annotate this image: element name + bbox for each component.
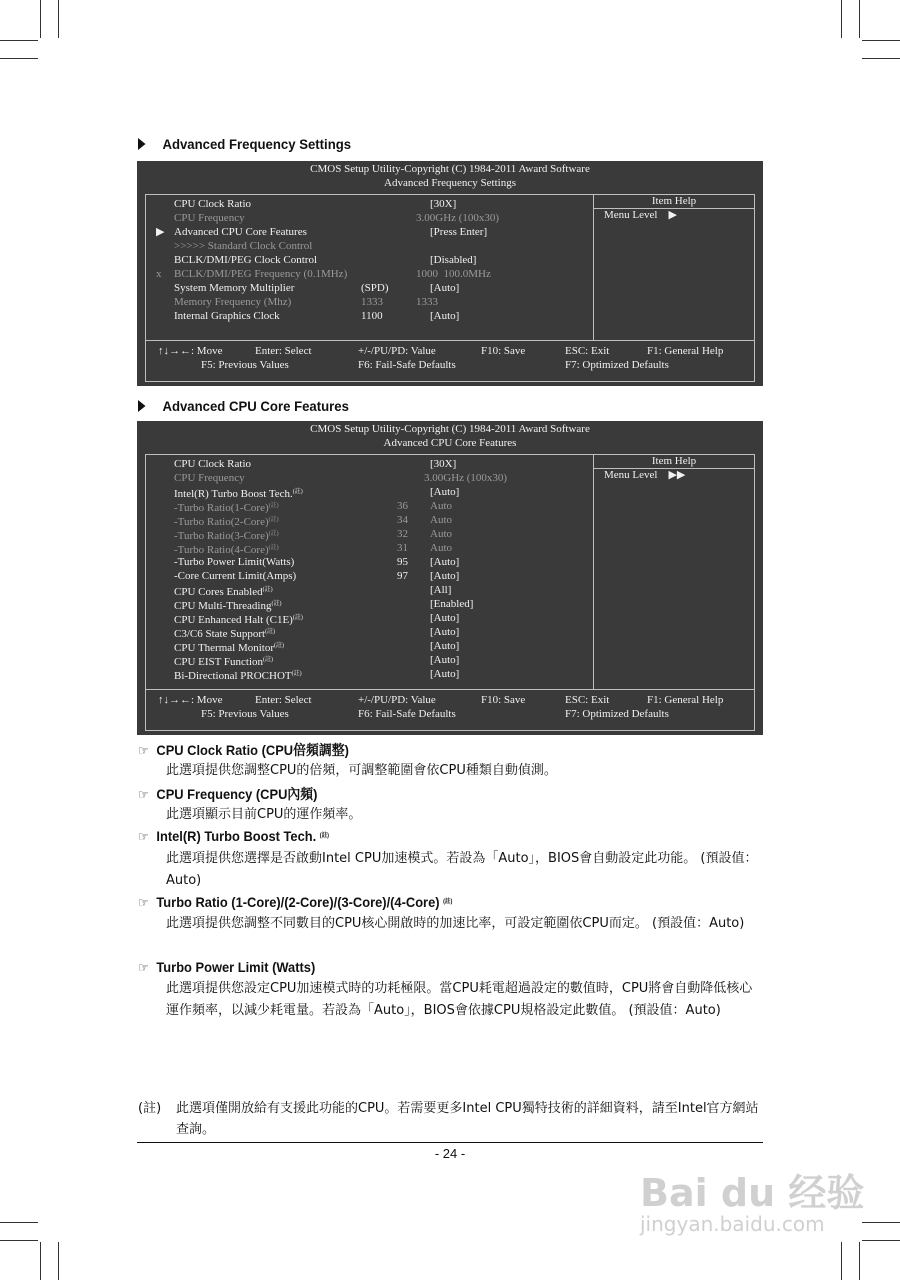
bios-option-row[interactable] [146, 611, 754, 625]
crop-mark [0, 1240, 38, 1241]
page-number: - 24 - [434, 1146, 466, 1161]
option-mid-value: 1333 [361, 296, 383, 308]
crop-mark [862, 58, 900, 59]
bios-option-row[interactable] [146, 667, 754, 681]
page-divider [137, 1142, 763, 1143]
bios-option-row[interactable] [146, 253, 754, 267]
footnote-text: 此選項僅開放給有支援此功能的CPU。若需要更多Intel CPU獨特技術的詳細資料，請至Intel官方網站查詢。 [176, 1101, 759, 1137]
row-marker: ▶ [156, 226, 165, 238]
option-value: Auto [430, 514, 452, 526]
bios-option-row[interactable] [146, 653, 754, 667]
option-label: CPU Clock Ratio [174, 198, 252, 210]
footnote-mark: (註) [138, 1101, 162, 1116]
bios-option-row[interactable] [146, 485, 754, 499]
bios-option-row[interactable] [146, 457, 754, 471]
crop-mark [841, 1242, 842, 1280]
option-label-text: CPU Clock Ratio [174, 458, 252, 470]
item-title-turbo-power: ☞ Turbo Power Limit (Watts) [138, 959, 316, 975]
bios-header [137, 161, 763, 190]
note-mark: (註) [292, 615, 303, 621]
option-value: [Auto] [430, 556, 460, 568]
key-move: ↑↓→←: Move [158, 694, 223, 706]
bios-option-row[interactable] [146, 499, 754, 513]
bios-option-row[interactable] [146, 211, 754, 225]
item-desc-cpu-frequency: 此選項顯示目前CPU的運作頻率。 [166, 807, 362, 822]
key-optimized: F7: Optimized Defaults [565, 359, 669, 371]
bios-option-row[interactable] [146, 541, 754, 555]
key-enter: Enter: Select [255, 345, 312, 357]
option-label [174, 471, 245, 485]
item-title-cpu-frequency: ☞ CPU Frequency (CPU內頻) [138, 786, 318, 802]
option-label-text: -Turbo Ratio(4-Core) [174, 544, 269, 556]
key-help: F1: General Help [647, 345, 724, 357]
option-mid-value: 97 [397, 570, 408, 582]
option-label-text: Intel(R) Turbo Boost Tech. [174, 488, 293, 500]
bios-menu-panel [145, 194, 755, 382]
option-label-text: CPU Enhanced Halt (C1E) [174, 614, 293, 626]
option-value: [Auto] [430, 570, 460, 582]
item-desc-turbo-power: 此選項提供您設定CPU加速模式時的功耗極限。當CPU耗電超過設定的數值時，CPU將會自動降低核心運作頻率，以減少耗電量。若設為「Auto」，BIOS會依據CPU規格設定此數值。 (預設值：Auto) [166, 981, 753, 1018]
option-label-text: CPU Multi-Threading [174, 600, 272, 612]
key-enter: Enter: Select [255, 694, 312, 706]
option-value: [Auto] [430, 282, 460, 294]
item-desc-turbo-boost: 此選項提供您選擇是否啟動Intel CPU加速模式。若設為「Auto」，BIOS會自動設定此功能。 (預設值：Auto) [166, 851, 758, 888]
note-mark: (註) [262, 587, 273, 593]
bios-option-row[interactable] [146, 309, 754, 323]
option-value: 1333 [416, 296, 438, 308]
option-mid-value: 36 [397, 500, 408, 512]
option-label: Advanced CPU Core Features [174, 226, 307, 238]
item-help-title: Item Help [594, 454, 754, 469]
key-failsafe: F6: Fail-Safe Defaults [358, 359, 456, 371]
bios-copyright: CMOS Setup Utility-Copyright (C) 1984-2011 Award Software [310, 423, 590, 435]
crop-mark [841, 0, 842, 38]
option-value: [Auto] [430, 668, 460, 680]
key-exit: ESC: Exit [565, 694, 610, 706]
section-heading-core: Advanced CPU Core Features [138, 398, 349, 414]
item-desc-turbo-ratio: 此選項提供您調整不同數目的CPU核心開啟時的加速比率，可設定範圍依CPU而定。 (預設值：Auto) [166, 916, 745, 931]
option-label-text: CPU Frequency [174, 472, 245, 484]
bios-option-row[interactable] [146, 527, 754, 541]
crop-mark [862, 40, 900, 41]
option-label-text: -Turbo Power Limit(Watts) [174, 556, 295, 568]
crop-mark [862, 1222, 900, 1223]
option-value: [Press Enter] [430, 226, 488, 238]
option-label-text: CPU EIST Function [174, 656, 264, 668]
option-mid-value: 31 [397, 542, 408, 554]
crop-mark [0, 1222, 38, 1223]
key-help: F1: General Help [647, 694, 724, 706]
option-label-text: -Turbo Ratio(3-Core) [174, 530, 269, 542]
option-value: 3.00GHz (100x30) [424, 472, 508, 484]
option-value: 1000 100.0MHz [416, 268, 491, 280]
option-label: BCLK/DMI/PEG Clock Control [174, 254, 318, 266]
note-mark: (註) [268, 545, 279, 551]
bios-option-row[interactable] [146, 295, 754, 309]
option-value: [Auto] [430, 486, 460, 498]
bios-option-row[interactable] [146, 471, 754, 485]
option-value: [Disabled] [430, 254, 477, 266]
bios-subtitle: Advanced CPU Core Features [383, 437, 517, 449]
option-value: [Enabled] [430, 598, 474, 610]
key-previous: F5: Previous Values [201, 359, 289, 371]
bios-option-row[interactable] [146, 597, 754, 611]
option-value: [Auto] [430, 626, 460, 638]
option-value: Auto [430, 528, 452, 540]
option-mid-value: (SPD) [361, 282, 389, 294]
key-save: F10: Save [481, 345, 526, 357]
option-value: 3.00GHz (100x30) [416, 212, 500, 224]
key-value: +/-/PU/PD: Value [358, 345, 436, 357]
bios-option-row[interactable] [146, 625, 754, 639]
bios-copyright: CMOS Setup Utility-Copyright (C) 1984-2011 Award Software [310, 163, 590, 175]
option-label [174, 667, 302, 683]
bios-screen-frequency [137, 161, 763, 386]
crop-mark [40, 0, 41, 38]
option-label: >>>>> Standard Clock Control [174, 240, 313, 252]
note-mark: (註) [291, 671, 302, 677]
option-value: [Auto] [430, 310, 460, 322]
bios-option-row[interactable] [146, 225, 754, 239]
option-value: Auto [430, 500, 452, 512]
note-mark: (註) [268, 531, 279, 537]
crop-mark [0, 40, 38, 41]
key-value: +/-/PU/PD: Value [358, 694, 436, 706]
note-mark: (註) [271, 601, 282, 607]
bios-option-row[interactable] [146, 555, 754, 569]
crop-mark [40, 1242, 41, 1280]
triangle-bullet-icon [138, 400, 146, 412]
key-exit: ESC: Exit [565, 345, 610, 357]
option-label-text: -Turbo Ratio(1-Core) [174, 502, 269, 514]
bios-menu-panel [145, 454, 755, 731]
option-label-text: CPU Thermal Monitor [174, 642, 275, 654]
option-value: Auto [430, 542, 452, 554]
pointing-hand-icon: ☞ [138, 895, 149, 910]
bios-key-legend [146, 340, 754, 381]
crop-mark [58, 0, 59, 38]
item-title-cpu-clock-ratio: ☞ CPU Clock Ratio (CPU倍頻調整) [138, 742, 349, 758]
option-label: CPU Frequency [174, 212, 245, 224]
option-label-text: -Turbo Ratio(2-Core) [174, 516, 269, 528]
bios-option-row[interactable] [146, 639, 754, 653]
bios-option-row[interactable] [146, 281, 754, 295]
option-mid-value: 32 [397, 528, 408, 540]
watermark-logo: Bai du 经验 [640, 1171, 865, 1215]
option-value: [Auto] [430, 612, 460, 624]
pointing-hand-icon: ☞ [138, 960, 149, 975]
option-label: BCLK/DMI/PEG Frequency (0.1MHz) [174, 268, 348, 280]
bios-option-row[interactable] [146, 239, 754, 253]
bios-screen-core [137, 421, 763, 735]
option-label [174, 569, 296, 583]
bios-key-legend [146, 689, 754, 730]
menu-level-arrow-icon: ▶ [668, 209, 677, 221]
crop-mark [58, 1242, 59, 1280]
option-label-text: C3/C6 State Support [174, 628, 266, 640]
item-help-title: Item Help [594, 194, 754, 209]
note-mark: (註) [268, 517, 279, 523]
note-mark: (註) [292, 489, 303, 495]
item-title-turbo-boost: ☞ Intel(R) Turbo Boost Tech. $^{(註)}$ [138, 828, 329, 844]
option-value: [Auto] [430, 654, 460, 666]
bios-option-row[interactable] [146, 583, 754, 597]
note-mark: (註) [268, 503, 279, 509]
option-mid-value: 95 [397, 556, 408, 568]
note-mark: (註) [265, 629, 276, 635]
row-marker: x [156, 268, 162, 280]
menu-level-arrow-icon: ▶▶ [668, 469, 686, 481]
pointing-hand-icon: ☞ [138, 829, 149, 844]
option-label: Memory Frequency (Mhz) [174, 296, 292, 308]
menu-level: Menu Level ▶ [604, 209, 677, 221]
option-label-text: -Core Current Limit(Amps) [174, 570, 297, 582]
item-desc-cpu-clock-ratio: 此選項提供您調整CPU的倍頻，可調整範圍會依CPU種類自動偵測。 [166, 763, 557, 778]
note-mark: (註) [274, 643, 285, 649]
pointing-hand-icon: ☞ [138, 787, 149, 802]
menu-level: Menu Level ▶▶ [604, 469, 686, 481]
bios-option-row[interactable] [146, 513, 754, 527]
triangle-bullet-icon [138, 138, 146, 150]
key-optimized: F7: Optimized Defaults [565, 708, 669, 720]
option-value: [Auto] [430, 640, 460, 652]
option-value: [30X] [430, 458, 457, 470]
bios-header [137, 421, 763, 450]
option-label [174, 457, 251, 471]
key-move: ↑↓→←: Move [158, 345, 223, 357]
item-title-turbo-ratio: ☞ Turbo Ratio (1-Core)/(2-Core)/(3-Core)/(4-Core) $^{(註)}$ [138, 894, 453, 910]
key-failsafe: F6: Fail-Safe Defaults [358, 708, 456, 720]
key-previous: F5: Previous Values [201, 708, 289, 720]
bios-option-row[interactable] [146, 267, 754, 281]
pointing-hand-icon: ☞ [138, 743, 149, 758]
bios-option-row[interactable] [146, 569, 754, 583]
bios-option-row[interactable] [146, 197, 754, 211]
section-heading-frequency: Advanced Frequency Settings [138, 136, 351, 152]
crop-mark [862, 1240, 900, 1241]
option-label-text: Bi-Directional PROCHOT [174, 670, 292, 682]
option-mid-value: 34 [397, 514, 408, 526]
option-value: [30X] [430, 198, 457, 210]
crop-mark [859, 0, 860, 38]
bios-subtitle: Advanced Frequency Settings [384, 177, 516, 189]
crop-mark [0, 58, 38, 59]
option-label-text: CPU Cores Enabled [174, 586, 263, 598]
option-label [174, 555, 294, 569]
option-value: [All] [430, 584, 452, 596]
crop-mark [859, 1242, 860, 1280]
key-save: F10: Save [481, 694, 526, 706]
note-mark: (註) [263, 657, 274, 663]
option-label: Internal Graphics Clock [174, 310, 280, 322]
watermark-url: jingyan.baidu.com [640, 1212, 825, 1236]
option-mid-value: 1100 [361, 310, 383, 322]
footnote [138, 1098, 764, 1140]
option-label: System Memory Multiplier [174, 282, 295, 294]
